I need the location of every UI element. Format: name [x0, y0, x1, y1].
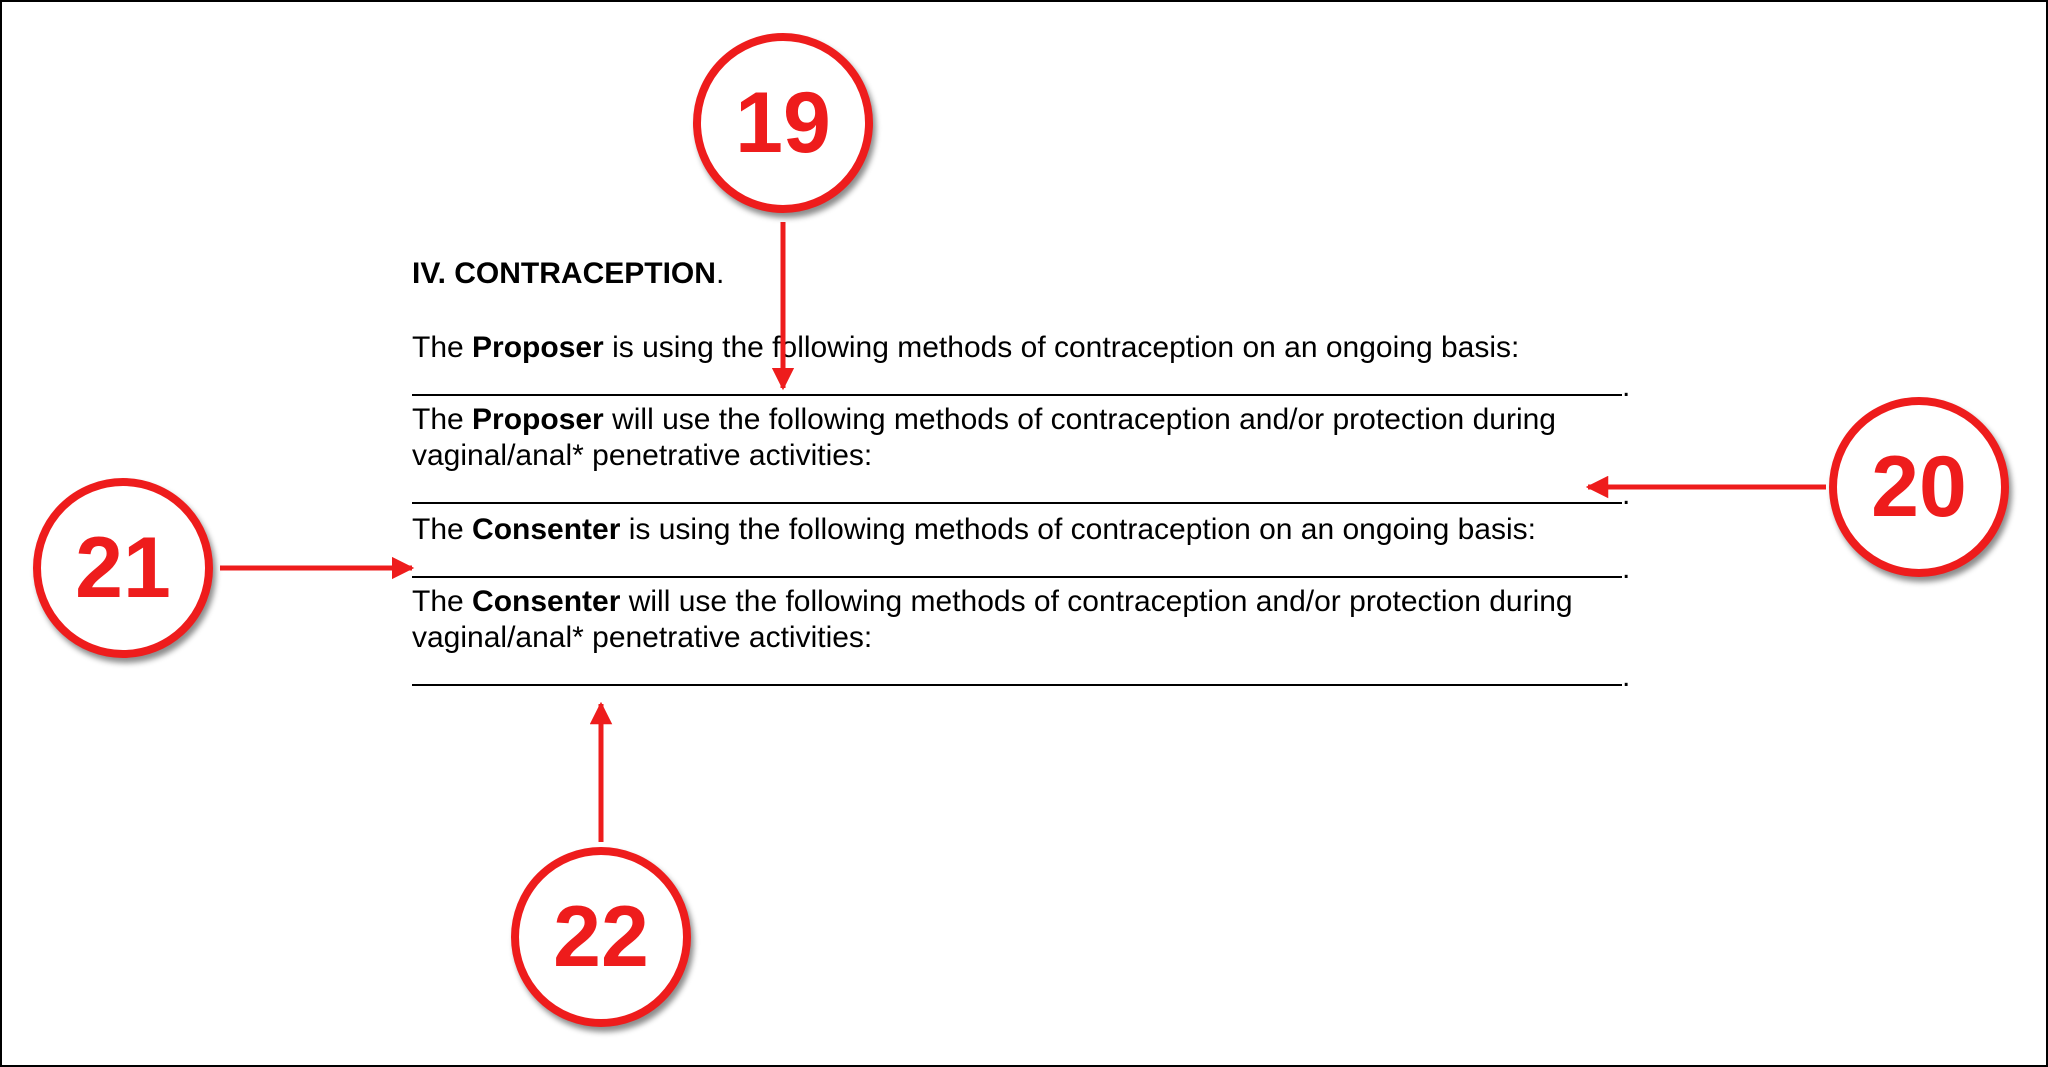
blank-line-consenter-ongoing[interactable] [412, 548, 1630, 587]
paragraph-text: vaginal/anal* penetrative activities: [412, 621, 873, 654]
paragraph-text: is using the following methods of contraception on an ongoing basis: [620, 513, 1536, 546]
paragraph-text: will use the following methods of contraception and/or protection during [620, 585, 1573, 618]
fill-in-blank[interactable] [412, 366, 1622, 396]
role-label: Consenter [472, 513, 621, 546]
blank-period: . [1622, 552, 1631, 585]
blank-line-proposer-ongoing[interactable] [412, 366, 1630, 405]
section-heading-punct: . [715, 257, 725, 290]
paragraph-proposer-ongoing [412, 330, 1519, 366]
blank-period: . [1622, 478, 1631, 511]
callout-19: 19 [693, 33, 873, 213]
paragraph-text: The [412, 585, 473, 618]
fill-in-blank[interactable] [412, 474, 1622, 504]
fill-in-blank[interactable] [412, 656, 1622, 686]
role-label: Proposer [472, 403, 604, 436]
paragraph-consenter-activities-line2 [412, 620, 872, 656]
paragraph-proposer-activities-line2 [412, 438, 872, 474]
paragraph-consenter-activities [412, 584, 1573, 620]
section-heading [412, 256, 724, 292]
paragraph-text: The [412, 403, 473, 436]
role-label: Proposer [472, 331, 604, 364]
paragraph-text: will use the following methods of contraception and/or protection during [603, 403, 1556, 436]
fill-in-blank[interactable] [412, 548, 1622, 578]
role-label: Consenter [472, 585, 621, 618]
blank-line-consenter-activities[interactable] [412, 656, 1630, 695]
blank-line-proposer-activities[interactable] [412, 474, 1630, 513]
paragraph-proposer-activities [412, 402, 1556, 438]
callout-20: 20 [1829, 397, 2009, 577]
paragraph-text: The [412, 331, 473, 364]
blank-period: . [1622, 370, 1631, 403]
paragraph-text: The [412, 513, 473, 546]
paragraph-text: vaginal/anal* penetrative activities: [412, 439, 873, 472]
paragraph-consenter-ongoing [412, 512, 1536, 548]
paragraph-text: is using the following methods of contraception on an ongoing basis: [603, 331, 1520, 364]
callout-21: 21 [33, 478, 213, 658]
section-heading-title: IV. CONTRACEPTION [412, 257, 716, 290]
callout-22: 22 [511, 847, 691, 1027]
blank-period: . [1622, 660, 1631, 693]
